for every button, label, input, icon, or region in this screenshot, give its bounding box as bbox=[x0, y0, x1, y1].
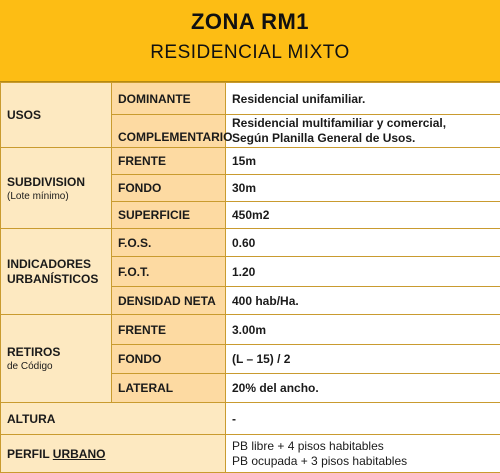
dominante-label: DOMINANTE bbox=[112, 83, 226, 115]
subdivision-fondo-label: FONDO bbox=[112, 175, 226, 202]
table-row bbox=[1, 403, 500, 435]
retiros-fondo-label: FONDO bbox=[112, 345, 226, 374]
usos-label: USOS bbox=[7, 108, 41, 122]
table-row bbox=[1, 229, 500, 257]
retiros-frente-value: 3.00m bbox=[226, 315, 500, 345]
retiros-lateral-label: LATERAL bbox=[112, 374, 226, 403]
altura-value: - bbox=[226, 403, 500, 435]
zoning-spec-table bbox=[0, 82, 500, 473]
perfil-value-line1: PB libre + 4 pisos habitables bbox=[232, 439, 494, 454]
perfil-label-prefix: PERFIL bbox=[7, 447, 49, 461]
retiros-category bbox=[1, 315, 112, 403]
densidad-label: DENSIDAD NETA bbox=[112, 287, 226, 315]
perfil-value-line2: PB ocupada + 3 pisos habitables bbox=[232, 454, 494, 469]
altura-label: ALTURA bbox=[1, 403, 226, 435]
fot-label: F.O.T. bbox=[112, 257, 226, 287]
fot-value: 1.20 bbox=[226, 257, 500, 287]
complementario-value bbox=[226, 115, 500, 148]
zone-subtitle: RESIDENCIAL MIXTO bbox=[0, 42, 500, 64]
retiros-frente-label: FRENTE bbox=[112, 315, 226, 345]
perfil-value bbox=[226, 435, 500, 473]
retiros-label: RETIROS bbox=[7, 345, 60, 359]
subdivision-note: (Lote mínimo) bbox=[7, 191, 105, 202]
indicadores-label-line1: INDICADORES bbox=[7, 257, 105, 272]
complementario-value-line2: Según Planilla General de Usos. bbox=[232, 131, 494, 146]
subdivision-superficie-value: 450m2 bbox=[226, 202, 500, 229]
densidad-value: 400 hab/Ha. bbox=[226, 287, 500, 315]
zone-title: ZONA RM1 bbox=[0, 9, 500, 35]
complementario-value-line1: Residencial multifamiliar y comercial, bbox=[232, 116, 494, 131]
subdivision-fondo-value: 30m bbox=[226, 175, 500, 202]
perfil-label-underlined: URBANO bbox=[53, 447, 106, 461]
table-row bbox=[1, 435, 500, 473]
retiros-lateral-value: 20% del ancho. bbox=[226, 374, 500, 403]
indicadores-category bbox=[1, 229, 112, 315]
zone-header bbox=[0, 0, 500, 82]
subdivision-frente-label: FRENTE bbox=[112, 148, 226, 175]
usos-category bbox=[1, 83, 112, 148]
subdivision-category bbox=[1, 148, 112, 229]
subdivision-superficie-label: SUPERFICIE bbox=[112, 202, 226, 229]
complementario-label: COMPLEMENTARIO bbox=[112, 115, 226, 148]
dominante-value: Residencial unifamiliar. bbox=[226, 83, 500, 115]
subdivision-frente-value: 15m bbox=[226, 148, 500, 175]
indicadores-label-line2: URBANÍSTICOS bbox=[7, 272, 105, 287]
retiros-note: de Código bbox=[7, 361, 105, 372]
fos-value: 0.60 bbox=[226, 229, 500, 257]
table-row bbox=[1, 83, 500, 115]
table-row bbox=[1, 148, 500, 175]
retiros-fondo-value: (L – 15) / 2 bbox=[226, 345, 500, 374]
table-row bbox=[1, 315, 500, 345]
perfil-category bbox=[1, 435, 226, 473]
subdivision-label: SUBDIVISION bbox=[7, 175, 85, 189]
fos-label: F.O.S. bbox=[112, 229, 226, 257]
